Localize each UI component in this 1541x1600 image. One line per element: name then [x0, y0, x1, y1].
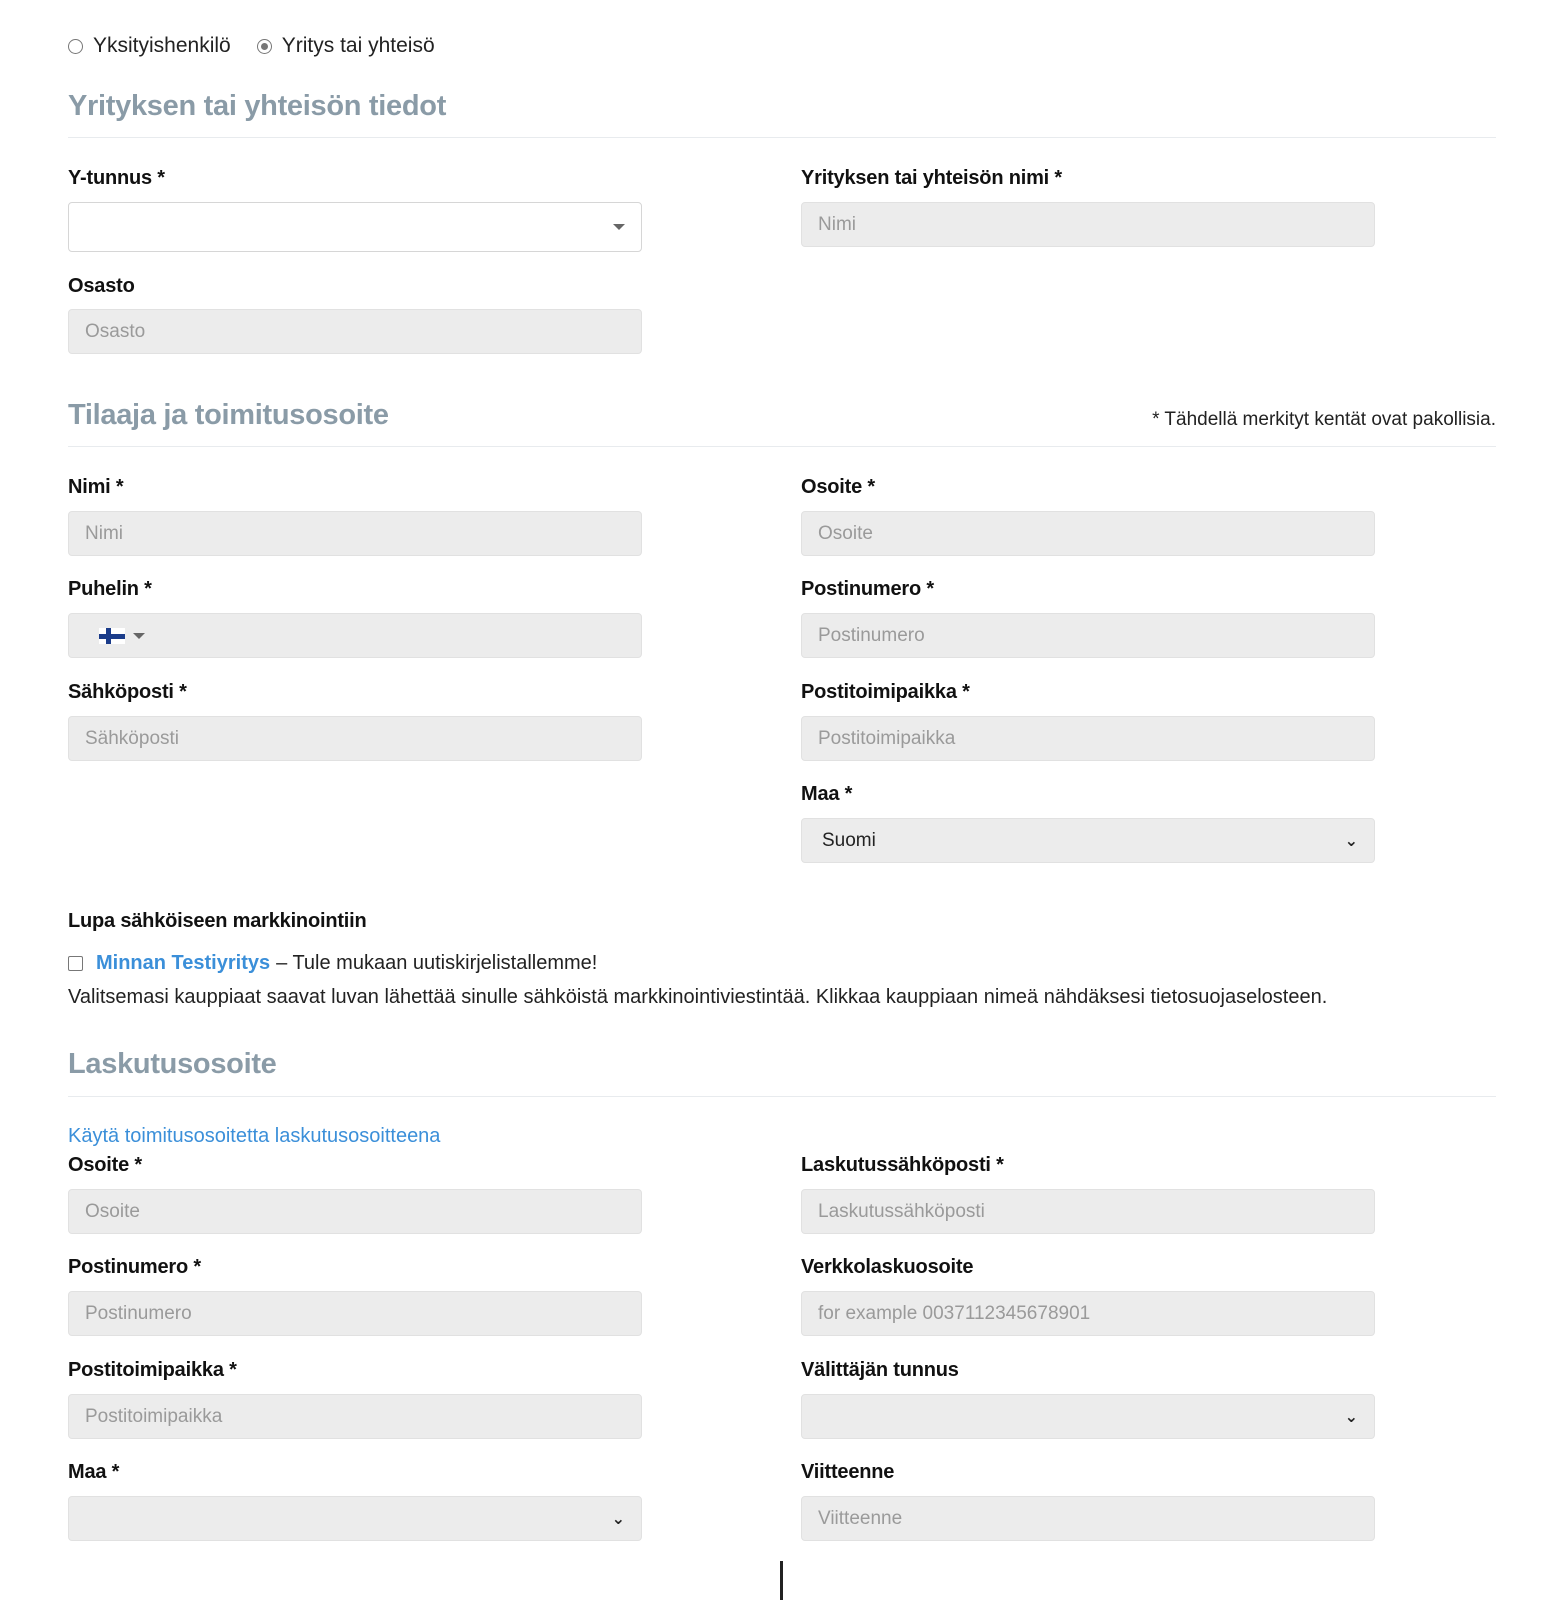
phone-label: Puhelin * — [68, 578, 152, 600]
email-label: Sähköposti * — [68, 681, 187, 703]
billing-country-select[interactable] — [68, 1496, 642, 1541]
reference-input[interactable]: Viitteenne — [801, 1496, 1375, 1541]
business-id-select[interactable] — [68, 202, 642, 252]
chevron-down-icon: ⌄ — [611, 1510, 625, 1528]
radio-company-control[interactable] — [257, 39, 272, 54]
fi-flag-icon — [99, 628, 125, 644]
billing-country-label: Maa * — [68, 1461, 120, 1483]
country-select[interactable] — [801, 818, 1375, 863]
address-label: Osoite * — [801, 476, 875, 498]
required-note: * Tähdellä merkityt kentät ovat pakollisia. — [1152, 409, 1496, 430]
radio-private[interactable] — [68, 34, 231, 58]
orderer-section-title: Tilaaja ja toimitusosoite — [68, 399, 389, 431]
billing-email-input[interactable]: Laskutussähköposti — [801, 1189, 1375, 1234]
company-divider — [68, 137, 1496, 138]
postal-code-label: Postinumero * — [801, 578, 934, 600]
billing-divider — [68, 1096, 1496, 1097]
merchant-text: – Tule mukaan uutiskirjelistallemme! — [276, 952, 598, 974]
marketing-consent-row — [68, 952, 597, 975]
chevron-down-icon: ⌄ — [1344, 832, 1358, 850]
radio-company-label: Yritys tai yhteisö — [281, 34, 435, 57]
marketing-info: Valitsemasi kauppiaat saavat luvan lähettää sinulle sähköistä markkinointiviestintää. Klikkaa kauppiaan nimeä nähdäksesi tietosuojaselosteen. — [68, 986, 1328, 1008]
einvoice-label: Verkkolaskuosoite — [801, 1256, 974, 1278]
business-id-label: Y-tunnus * — [68, 167, 165, 189]
marketing-title: Lupa sähköiseen markkinointiin — [68, 910, 367, 932]
merchant-link[interactable]: Minnan Testiyritys — [96, 952, 271, 974]
radio-private-control[interactable] — [68, 39, 83, 54]
orderer-divider — [68, 446, 1496, 447]
einvoice-input[interactable]: for example 0037112345678901 — [801, 1291, 1375, 1336]
billing-section-title: Laskutusosoite — [68, 1048, 277, 1080]
radio-private-label: Yksityishenkilö — [93, 34, 231, 57]
name-label: Nimi * — [68, 476, 124, 498]
country-code-picker[interactable] — [99, 628, 145, 644]
company-name-label: Yrityksen tai yhteisön nimi * — [801, 167, 1062, 189]
address-input[interactable]: Osoite — [801, 511, 1375, 556]
billing-postal-code-label: Postinumero * — [68, 1256, 201, 1278]
copy-delivery-address-link[interactable]: Käytä toimitusosoitetta laskutusosoitteena — [68, 1125, 441, 1147]
operator-select[interactable] — [801, 1394, 1375, 1439]
radio-company[interactable] — [257, 34, 435, 58]
country-value: Suomi — [822, 829, 876, 851]
billing-city-input[interactable]: Postitoimipaikka — [68, 1394, 642, 1439]
city-input[interactable]: Postitoimipaikka — [801, 716, 1375, 761]
billing-postal-code-input[interactable]: Postinumero — [68, 1291, 642, 1336]
reference-label: Viitteenne — [801, 1461, 895, 1483]
company-name-input[interactable]: Nimi — [801, 202, 1375, 247]
customer-type-group — [68, 34, 461, 58]
marketing-checkbox[interactable] — [68, 956, 83, 971]
country-label: Maa * — [801, 783, 853, 805]
billing-address-label: Osoite * — [68, 1154, 142, 1176]
department-input[interactable]: Osasto — [68, 309, 642, 354]
billing-email-label: Laskutussähköposti * — [801, 1154, 1004, 1176]
billing-city-label: Postitoimipaikka * — [68, 1359, 237, 1381]
text-cursor-mark — [780, 1561, 783, 1600]
department-label: Osasto — [68, 275, 135, 297]
name-input[interactable]: Nimi — [68, 511, 642, 556]
billing-address-input[interactable]: Osoite — [68, 1189, 642, 1234]
chevron-down-icon: ⌄ — [1344, 1408, 1358, 1426]
caret-down-icon — [613, 224, 625, 230]
company-section-title: Yrityksen tai yhteisön tiedot — [68, 90, 447, 122]
email-input[interactable]: Sähköposti — [68, 716, 642, 761]
phone-input[interactable] — [68, 613, 642, 658]
caret-down-icon — [133, 633, 145, 639]
operator-label: Välittäjän tunnus — [801, 1359, 959, 1381]
city-label: Postitoimipaikka * — [801, 681, 970, 703]
postal-code-input[interactable]: Postinumero — [801, 613, 1375, 658]
